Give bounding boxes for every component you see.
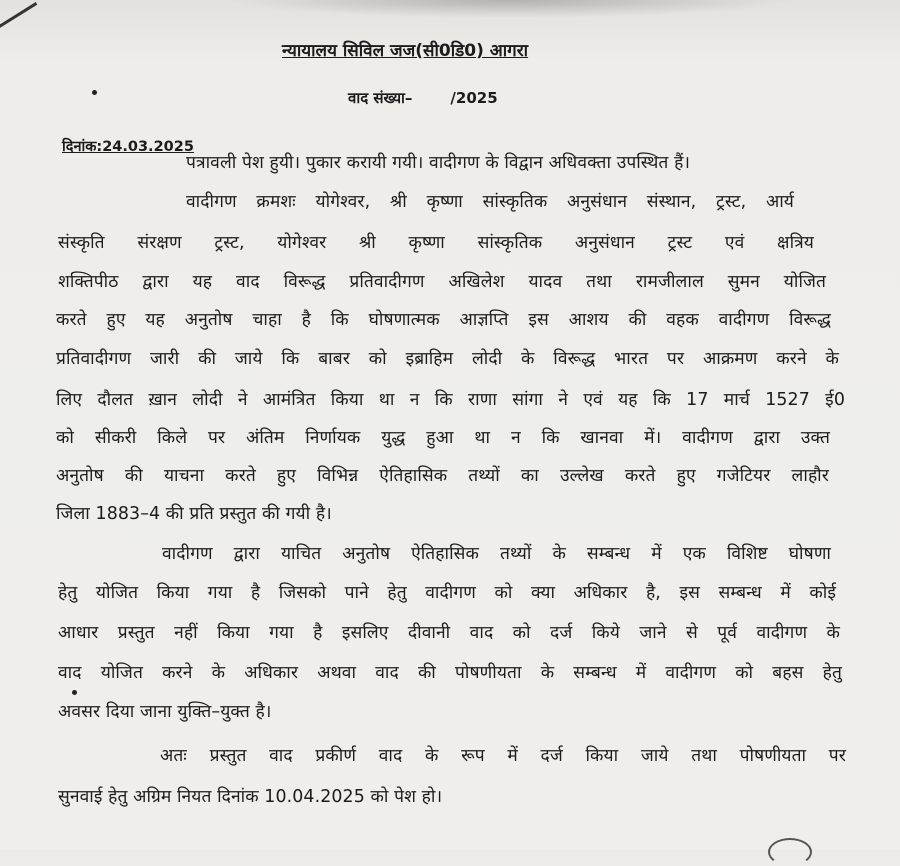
text-line: अतः प्रस्तुत वाद प्रकीर्ण वाद के रूप में दर्ज किया जाये तथा पोषणीयता पर (160, 746, 846, 766)
text-line: शक्तिपीठ द्वारा यह वाद विरूद्ध प्रतिवादीगण अखिलेश यादव तथा रामजीलाल सुमन योजित (58, 272, 826, 292)
text-line: हेतु योजित किया गया है जिसको पाने हेतु वादीगण को क्या अधिकार है, इस सम्बन्ध में कोई (58, 583, 836, 603)
pen-mark (0, 2, 37, 29)
text-line: वादीगण क्रमशः योगेश्वर, श्री कृष्णा सांस्कृतिक अनुसंधान संस्थान, ट्रस्ट, आर्य (186, 192, 794, 212)
court-heading: न्यायालय सिविल जज(सी0डि0) आगरा (282, 41, 529, 61)
page-shadow (230, 0, 790, 18)
text-line: आधार प्रस्तुत नहीं किया गया है इसलिए दीवानी वाद को दर्ज किये जाने से पूर्व वादीगण के (58, 623, 840, 643)
text-line: को सीकरी किले पर अंतिम निर्णायक युद्ध हुआ था न कि खानवा में। वादीगण द्वारा उक्त (56, 428, 830, 448)
pen-stroke (768, 838, 812, 866)
order-date: दिनांक:24.03.2025 (62, 139, 194, 155)
text-line: प्रतिवादीगण जारी की जाये कि बाबर को इब्राहिम लोदी के विरूद्ध भारत पर आक्रमण करने के (56, 349, 839, 369)
ink-dot (92, 90, 97, 95)
text-line: लिए दौलत ख़ान लोदी ने आमंत्रित किया था न कि राणा सांगा ने एवं यह कि 17 मार्च 1527 ई0 (56, 390, 845, 410)
case-number-label: वाद संख्या– (348, 89, 413, 107)
text-line: वादीगण द्वारा याचित अनुतोष ऐतिहासिक तथ्यों के सम्बन्ध में एक विशिष्ट घोषणा (162, 544, 831, 564)
text-line: संस्कृति संरक्षण ट्रस्ट, योगेश्वर श्री कृष्णा सांस्कृतिक अनुसंधान ट्रस्ट एवं क्षत्रिय (58, 233, 814, 253)
text-line: वाद योजित करने के अधिकार अथवा वाद की पोषणीयता के सम्बन्ध में वादीगण को बहस हेतु (58, 663, 842, 683)
text-line: जिला 1883–4 की प्रति प्रस्तुत की गयी है। (56, 504, 332, 524)
ink-dot (72, 690, 77, 695)
text-line: पत्रावली पेश हुयी। पुकार करायी गयी। वादीगण के विद्वान अधिवक्ता उपस्थित हैं। (186, 153, 691, 173)
text-line: अनुतोष की याचना करते हुए विभिन्न ऐतिहासिक तथ्यों का उल्लेख करते हुए गजेटियर लाहौर (56, 466, 829, 486)
case-number-year: /2025 (450, 89, 498, 107)
case-number (348, 88, 498, 108)
text-line: अवसर दिया जाना युक्ति–युक्त है। (58, 702, 272, 722)
text-line: करते हुए यह अनुतोष चाहा है कि घोषणात्मक आज्ञप्ति इस आशय की वहक वादीगण विरूद्ध (56, 310, 831, 330)
text-line: सुनवाई हेतु अग्रिम नियत दिनांक 10.04.2025 को पेश हो। (58, 787, 443, 807)
